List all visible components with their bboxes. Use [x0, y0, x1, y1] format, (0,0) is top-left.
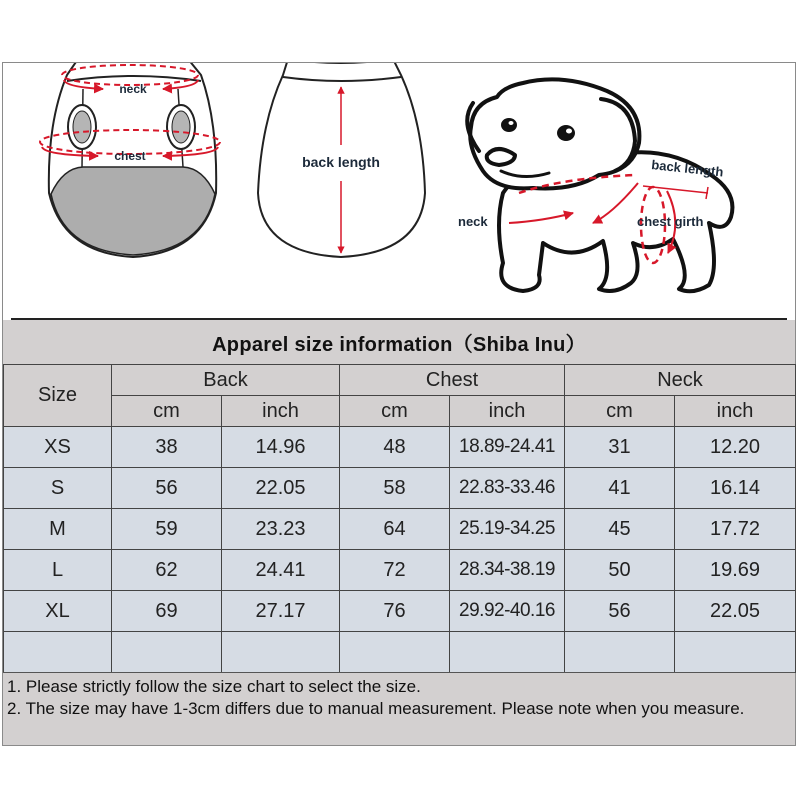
chest-inch-cell	[450, 632, 565, 673]
unit-header-neck-cm: cm	[565, 396, 675, 427]
neck-cm-cell: 31	[565, 427, 675, 468]
back-inch-cell: 27.17	[222, 591, 340, 632]
neck-inch-cell: 22.05	[675, 591, 796, 632]
size-cell: L	[4, 550, 112, 591]
table-row-empty	[4, 632, 796, 673]
neck-inch-cell: 19.69	[675, 550, 796, 591]
chest-cm-cell	[340, 632, 450, 673]
size-cell: S	[4, 468, 112, 509]
front-neck-label: neck	[119, 82, 147, 96]
unit-header-chest-cm: cm	[340, 396, 450, 427]
chest-cm-cell: 72	[340, 550, 450, 591]
group-header-back: Back	[112, 365, 340, 396]
back-cm-cell: 59	[112, 509, 222, 550]
group-header-neck: Neck	[565, 365, 796, 396]
chest-inch-cell: 29.92-40.16	[450, 591, 565, 632]
dog-back-length-label: back length	[650, 157, 725, 180]
size-notes	[3, 672, 795, 745]
unit-header-neck-inch: inch	[675, 396, 796, 427]
back-inch-cell: 24.41	[222, 550, 340, 591]
chest-inch-cell: 18.89-24.41	[450, 427, 565, 468]
chest-inch-cell: 22.83-33.46	[450, 468, 565, 509]
note-2: 2. The size may have 1-3cm differs due to manual measurement. Please note when you measure.	[7, 699, 745, 718]
neck-cm-cell: 41	[565, 468, 675, 509]
table-row-s	[4, 468, 796, 509]
table-row-xs	[4, 427, 796, 468]
group-header-chest: Chest	[340, 365, 565, 396]
back-cm-cell	[112, 632, 222, 673]
unit-header-chest-inch: inch	[450, 396, 565, 427]
size-table	[3, 364, 796, 673]
front-garment-diagram	[40, 63, 220, 257]
size-column-header: Size	[4, 365, 112, 427]
note-1: 1. Please strictly follow the size chart to select the size.	[7, 677, 421, 696]
front-chest-label: chest	[114, 149, 146, 163]
back-cm-cell: 56	[112, 468, 222, 509]
back-garment-diagram	[258, 63, 425, 257]
chest-cm-cell: 48	[340, 427, 450, 468]
chest-cm-cell: 58	[340, 468, 450, 509]
neck-cm-cell: 50	[565, 550, 675, 591]
chest-inch-cell: 28.34-38.19	[450, 550, 565, 591]
table-row-l	[4, 550, 796, 591]
unit-header-back-inch: inch	[222, 396, 340, 427]
neck-cm-cell: 56	[565, 591, 675, 632]
size-cell: XL	[4, 591, 112, 632]
back-inch-cell	[222, 632, 340, 673]
chest-inch-cell: 25.19-34.25	[450, 509, 565, 550]
dog-neck-label: neck	[458, 214, 488, 229]
back-cm-cell: 62	[112, 550, 222, 591]
neck-inch-cell	[675, 632, 796, 673]
table-title: Apparel size information（Shiba Inu）	[3, 320, 795, 365]
back-inch-cell: 23.23	[222, 509, 340, 550]
dog-diagram	[467, 79, 732, 291]
table-row-m	[4, 509, 796, 550]
back-cm-cell: 38	[112, 427, 222, 468]
neck-inch-cell: 16.14	[675, 468, 796, 509]
size-chart	[2, 62, 796, 746]
neck-cm-cell	[565, 632, 675, 673]
illustration-canvas	[3, 63, 795, 318]
size-cell	[4, 632, 112, 673]
size-cell: M	[4, 509, 112, 550]
chest-cm-cell: 76	[340, 591, 450, 632]
back-inch-cell: 14.96	[222, 427, 340, 468]
back-inch-cell: 22.05	[222, 468, 340, 509]
neck-inch-cell: 17.72	[675, 509, 796, 550]
back-cm-cell: 69	[112, 591, 222, 632]
neck-inch-cell: 12.20	[675, 427, 796, 468]
size-cell: XS	[4, 427, 112, 468]
measurement-illustrations	[3, 63, 795, 318]
unit-header-back-cm: cm	[112, 396, 222, 427]
dog-chest-girth-label: chest girth	[637, 214, 704, 229]
chest-cm-cell: 64	[340, 509, 450, 550]
neck-cm-cell: 45	[565, 509, 675, 550]
table-row-xl	[4, 591, 796, 632]
back-length-label: back length	[302, 154, 380, 170]
